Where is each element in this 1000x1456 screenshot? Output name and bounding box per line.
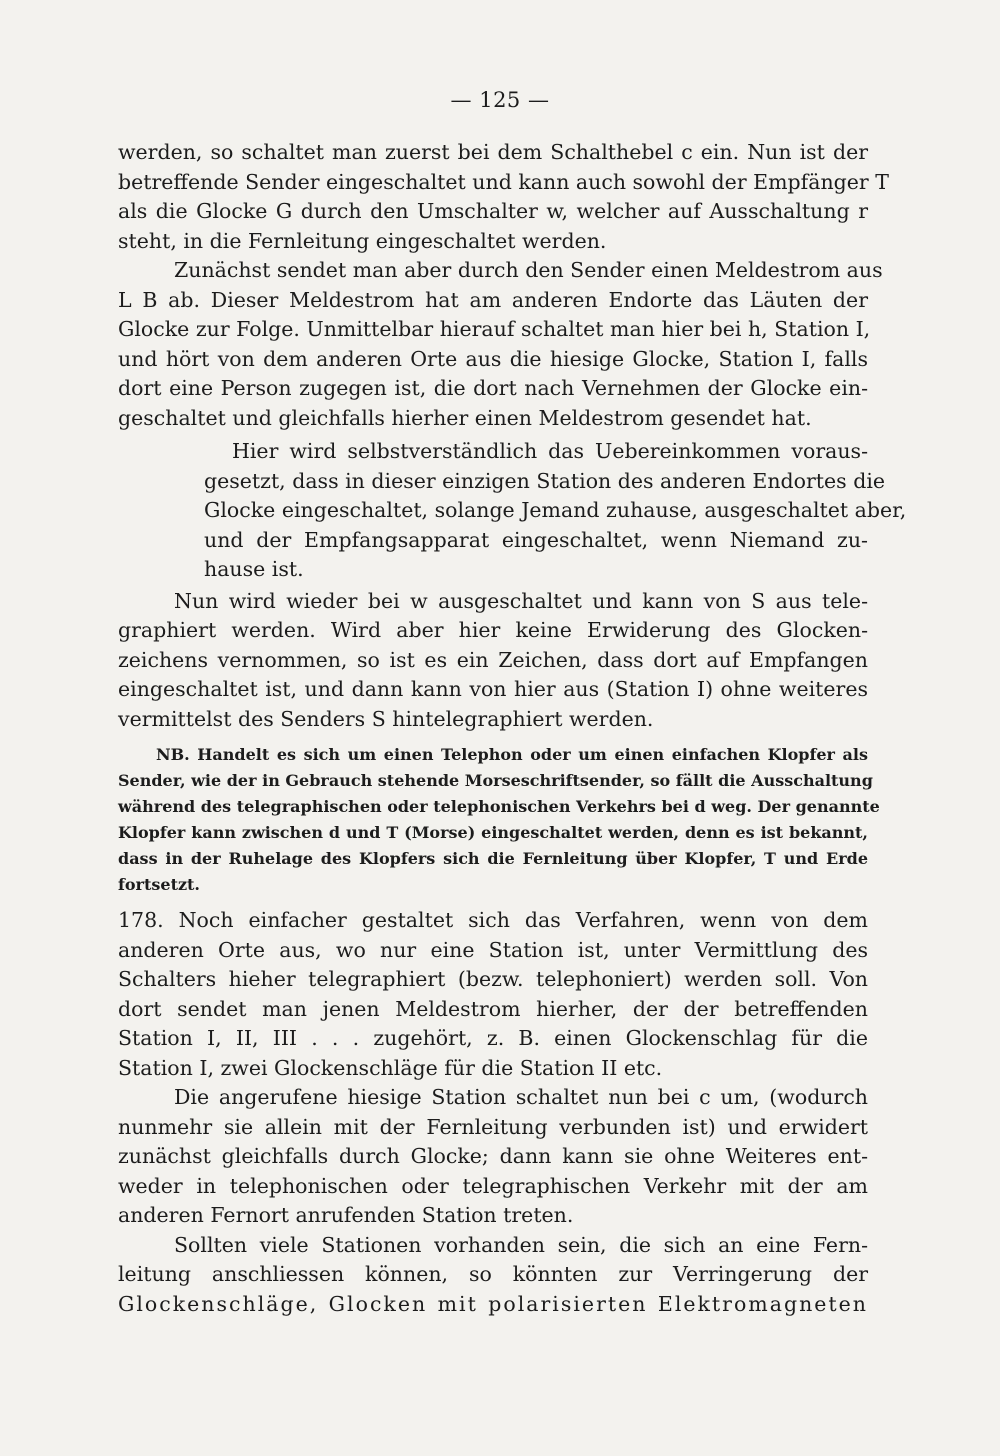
text-line: Nun wird wieder bei w ausgeschaltet und kann von S aus tele- [174, 588, 868, 613]
text-line: NB. Handelt es sich um einen Telephon oder um einen einfachen Klopfer als [156, 745, 868, 764]
text-line: Die angerufene hiesige Station schaltet nun bei c um, (wodurch [174, 1085, 868, 1109]
nb-footnote [118, 742, 880, 898]
indented-note [118, 437, 907, 585]
text-line: während des telegraphischen oder telephonischen Verkehrs bei d weg. Der genannte [118, 797, 880, 816]
text-line: dort eine Person zugegen ist, die dort nach Vernehmen der Glocke ein- [118, 376, 868, 400]
paragraph-5 [118, 1083, 868, 1231]
text-line: Glocke zur Folge. Unmittelbar hierauf schaltet man hier bei h, Station I, [118, 317, 871, 341]
paragraph-1 [118, 138, 889, 256]
text-line: L B ab. Dieser Meldestrom hat am anderen Endorte das Läuten der [118, 287, 868, 312]
text-line: 178. Noch einfacher gestaltet sich das Verfahren, wenn von dem [118, 908, 868, 932]
text-line: anderen Orte aus, wo nur eine Station ist, unter Vermittlung des [118, 937, 868, 962]
text-line: Station I, II, III . . . zugehört, z. B. einen Glockenschlag für die [118, 1026, 868, 1050]
text-line: und hört von dem anderen Orte aus die hiesige Glocke, Station I, falls [118, 346, 868, 371]
text-line: geschaltet und gleichfalls hierher einen Meldestrom gesendet hat. [118, 405, 812, 430]
text-line: vermittelst des Senders S hintelegraphiert werden. [118, 706, 654, 731]
text-line: nunmehr sie allein mit der Fernleitung verbunden ist) und erwidert [118, 1114, 868, 1139]
text-line: Klopfer kann zwischen d und T (Morse) eingeschaltet werden, denn es ist bekannt, [118, 823, 868, 842]
text-line: dort sendet man jenen Meldestrom hierher, der der betreffenden [118, 996, 868, 1021]
text-line: betreffende Sender eingeschaltet und kann auch sowohl der Empfänger T [118, 169, 889, 194]
text-line: werden, so schaltet man zuerst bei dem Schalthebel c ein. Nun ist der [118, 140, 868, 164]
section-178 [118, 906, 868, 1083]
paragraph-6 [118, 1231, 868, 1320]
text-line: hause ist. [204, 557, 304, 581]
text-line: weder in telephonischen oder telegraphischen Verkehr mit der am [118, 1173, 868, 1198]
text-line: leitung anschliessen können, so könnten zur Verringerung der [118, 1262, 868, 1286]
text-line: graphiert werden. Wird aber hier keine Erwiderung des Glocken- [118, 618, 868, 642]
text-line: Glocke eingeschaltet, solange Jemand zuhause, ausgeschaltet aber, [204, 498, 907, 522]
text-line: dass in der Ruhelage des Klopfers sich die Fernleitung über Klopfer, T und Erde [118, 849, 868, 868]
text-line: gesetzt, dass in dieser einzigen Station des anderen Endortes die [204, 468, 886, 493]
text-line: Sender, wie der in Gebrauch stehende Morseschriftsender, so fällt die Ausschaltung [118, 771, 873, 790]
text-line: als die Glocke G durch den Umschalter w, welcher auf Ausschaltung r [118, 199, 868, 223]
text-line: zeichens vernommen, so ist es ein Zeichen, dass dort auf Empfangen [118, 647, 868, 672]
paragraph-2 [118, 256, 883, 433]
text-line: fortsetzt. [118, 875, 200, 894]
text-line: Station I, zwei Glockenschläge für die Station II etc. [118, 1055, 663, 1080]
text-line: eingeschaltet ist, und dann kann von hier aus (Station I) ohne weiteres [118, 677, 868, 701]
text-line: anderen Fernort anrufenden Station treten. [118, 1203, 574, 1227]
page-body [118, 138, 907, 1319]
page-number: — 125 — [450, 88, 550, 112]
paragraph-3 [118, 587, 868, 735]
text-line: Glockenschläge, Glocken mit polarisierten Elektromagneten [118, 1291, 868, 1316]
text-line: zunächst gleichfalls durch Glocke; dann kann sie ohne Weiteres ent- [118, 1144, 868, 1168]
text-line: steht, in die Fernleitung eingeschaltet werden. [118, 228, 607, 253]
text-line: Schalters hieher telegraphiert (bezw. telephoniert) werden soll. Von [118, 967, 868, 991]
text-line: Zunächst sendet man aber durch den Sender einen Meldestrom aus [174, 258, 883, 282]
text-line: Sollten viele Stationen vorhanden sein, die sich an eine Fern- [174, 1232, 868, 1257]
text-line: Hier wird selbstverständlich das Uebereinkommen voraus- [232, 439, 868, 463]
text-line: und der Empfangsapparat eingeschaltet, wenn Niemand zu- [204, 527, 868, 552]
